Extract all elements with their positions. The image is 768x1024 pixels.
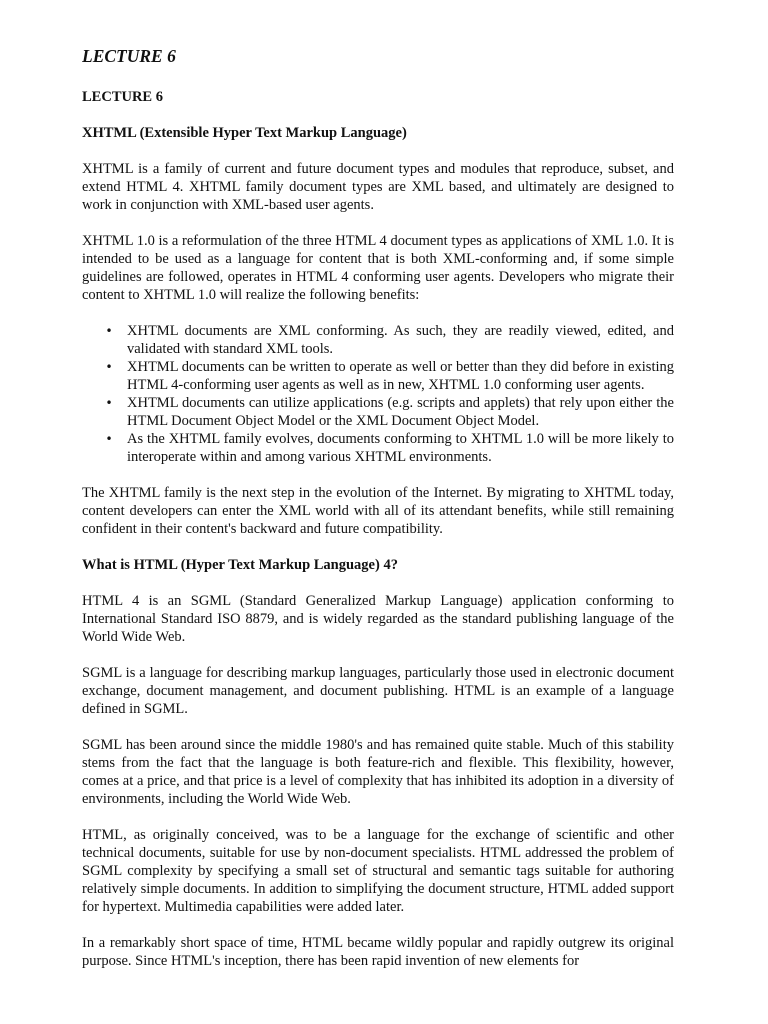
paragraph: In a remarkably short space of time, HTML became wildly popular and rapidly outgrew its original purpose. Since HTML's inception, there has been rapid invention of new elements for: [82, 935, 674, 969]
list-item: [82, 322, 674, 358]
section-heading-html4: What is HTML (Hyper Text Markup Language) 4?: [82, 557, 398, 573]
list-item: [82, 394, 674, 430]
paragraph: SGML is a language for describing markup languages, particularly those used in electronic document exchange, document management, and document publishing. HTML is an example of a language defined in SGML.: [82, 665, 674, 717]
bullet-icon: •: [105, 432, 113, 446]
list-item-text: XHTML documents can utilize applications (e.g. scripts and applets) that rely upon either the HTML Document Object Model or the XML Document Object Model.: [127, 395, 674, 429]
list-item: [82, 430, 674, 466]
document-page: [82, 0, 674, 1024]
list-item: [82, 358, 674, 394]
section-heading-xhtml: XHTML (Extensible Hyper Text Markup Language): [82, 125, 407, 141]
paragraph: SGML has been around since the middle 1980's and has remained quite stable. Much of this stability stems from the fact that the language is both feature-rich and flexible. This flexibility, however, comes at a price, and that price is a level of complexity that has inhibited its adoption in a diversity of environments, including the World Wide Web.: [82, 737, 674, 807]
bullet-icon: •: [105, 396, 113, 410]
paragraph: HTML, as originally conceived, was to be a language for the exchange of scientific and other technical documents, suitable for use by non-document specialists. HTML addressed the problem of SGML complexity by specifying a small set of structural and semantic tags suitable for authoring relatively simple documents. In addition to simplifying the document structure, HTML added support for hypertext. Multimedia capabilities were added later.: [82, 827, 674, 915]
bullet-icon: •: [105, 324, 113, 338]
list-item-text: XHTML documents are XML conforming. As such, they are readily viewed, edited, and validated with standard XML tools.: [127, 323, 674, 357]
paragraph: The XHTML family is the next step in the evolution of the Internet. By migrating to XHTML today, content developers can enter the XML world with all of its attendant benefits, while still remaining confident in their content's backward and future compatibility.: [82, 485, 674, 537]
paragraph: HTML 4 is an SGML (Standard Generalized Markup Language) application conforming to International Standard ISO 8879, and is widely regarded as the standard publishing language of the World Wide Web.: [82, 593, 674, 645]
benefits-list: [82, 322, 674, 466]
paragraph: XHTML 1.0 is a reformulation of the three HTML 4 document types as applications of XML 1.0. It is intended to be used as a language for content that is both XML-conforming and, if some simple guidelines are followed, operates in HTML 4 conforming user agents. Developers who migrate their content to XHTML 1.0 will realize the following benefits:: [82, 233, 674, 303]
document-title: LECTURE 6: [82, 46, 176, 66]
list-item-text: XHTML documents can be written to operate as well or better than they did before in existing HTML 4-conforming user agents as well as in new, XHTML 1.0 conforming user agents.: [127, 359, 674, 393]
list-item-text: As the XHTML family evolves, documents conforming to XHTML 1.0 will be more likely to interoperate within and among various XHTML environments.: [127, 431, 674, 465]
lecture-label: LECTURE 6: [82, 89, 163, 105]
paragraph: XHTML is a family of current and future document types and modules that reproduce, subset, and extend HTML 4. XHTML family document types are XML based, and ultimately are designed to work in conjunction with XML-based user agents.: [82, 161, 674, 213]
bullet-icon: •: [105, 360, 113, 374]
